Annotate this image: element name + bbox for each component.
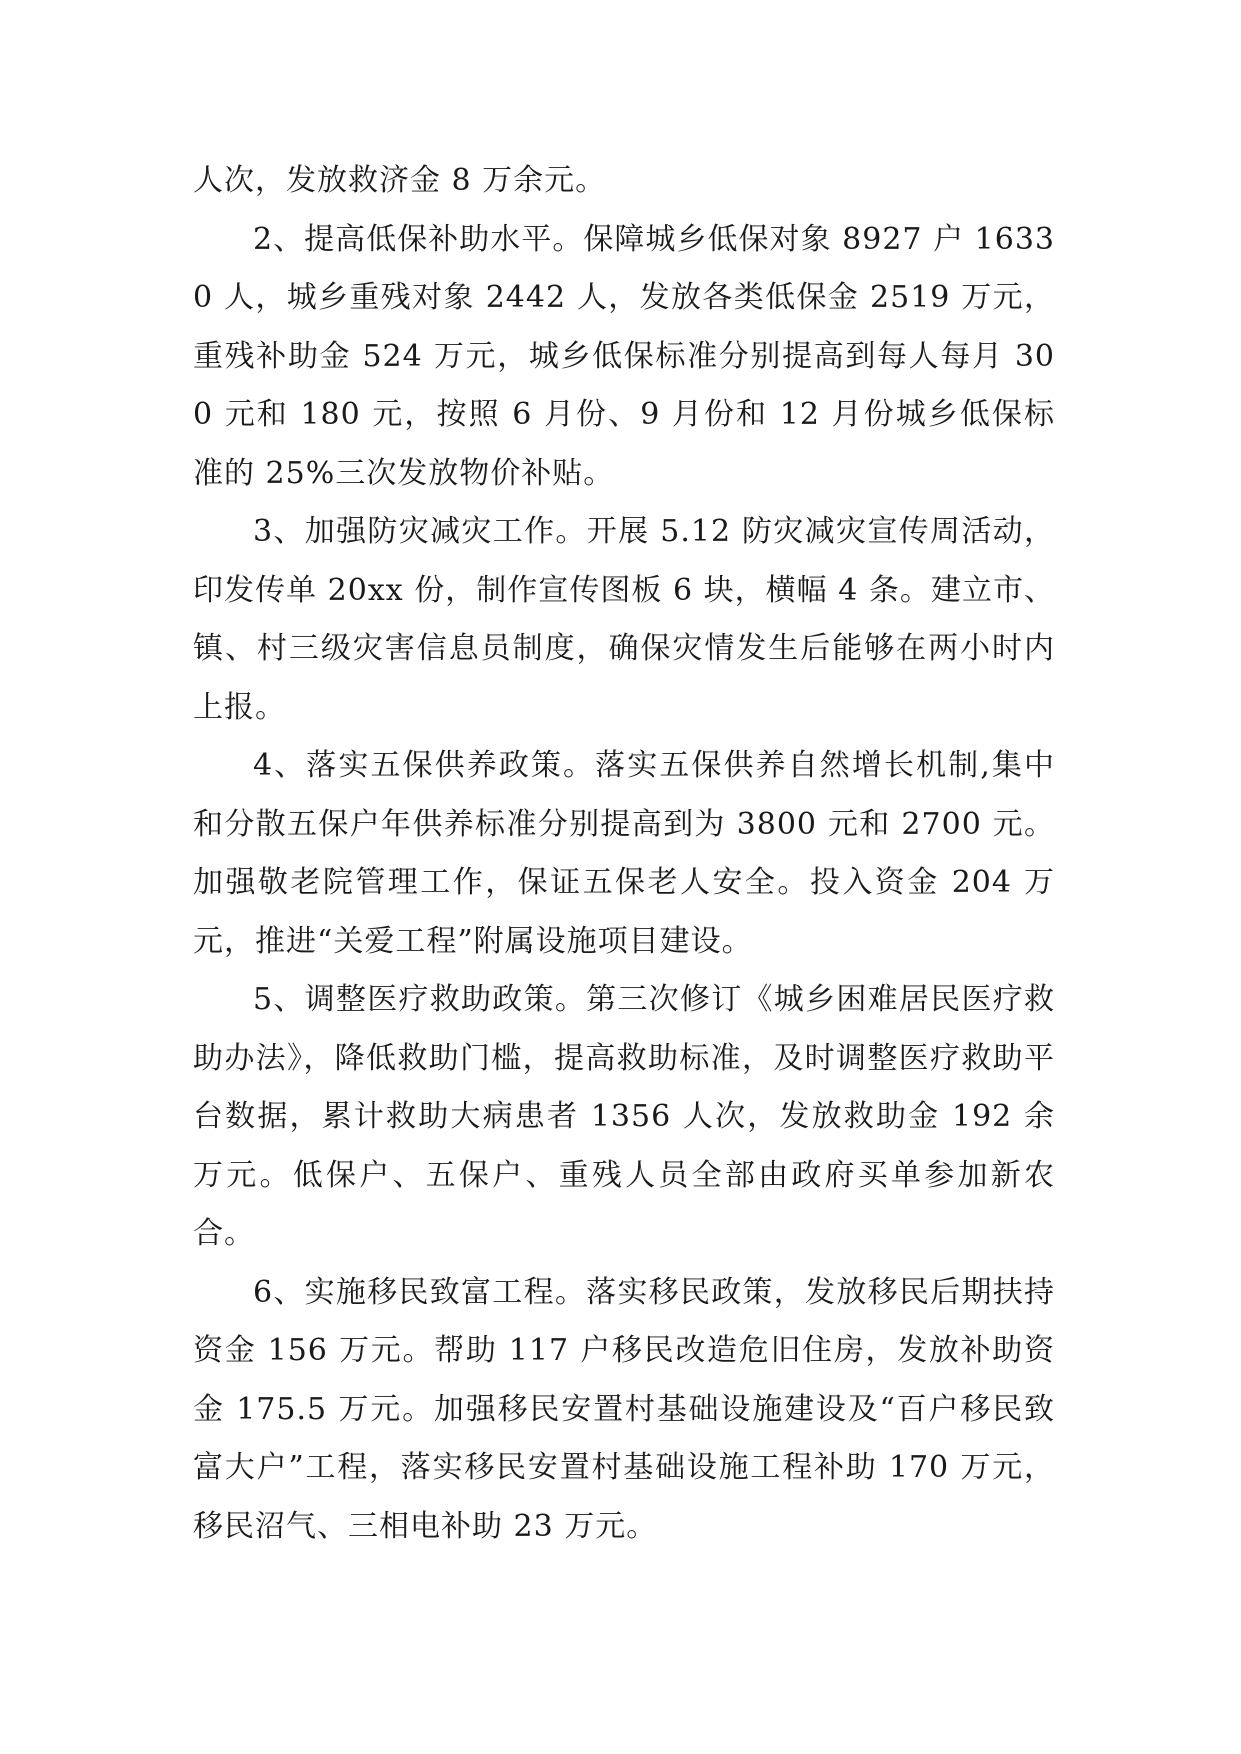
- document-body: [193, 152, 1055, 1556]
- paragraph-item-3: 3、加强防灾减灾工作。开展 5.12 防灾减灾宣传周活动，印发传单 20xx 份，制作宣传图板 6 块，横幅 4 条。建立市、镇、村三级灾害信息员制度，确保灾情发生后能够在两小时内上报。: [193, 514, 1055, 725]
- paragraph-item-4: 4、落实五保供养政策。落实五保供养自然增长机制,集中和分散五保户年供养标准分别提高到为 3800 元和 2700 元。加强敬老院管理工作，保证五保老人安全。投入资金 204 万元，推进“关爱工程”附属设施项目建设。: [193, 748, 1055, 959]
- paragraph-item-6: 6、实施移民致富工程。落实移民政策，发放移民后期扶持资金 156 万元。帮助 117 户移民改造危旧住房，发放补助资金 175.5 万元。加强移民安置村基础设施建设及“百户移民致富大户”工程，落实移民安置村基础设施工程补助 170 万元，移民沼气、三相电补助 23 万元。: [193, 1274, 1055, 1544]
- paragraph-item-5: 5、调整医疗救助政策。第三次修订《城乡困难居民医疗救助办法》，降低救助门槛，提高救助标准，及时调整医疗救助平台数据，累计救助大病患者 1356 人次，发放救助金 192 余万元。低保户、五保户、重残人员全部由政府买单参加新农合。: [193, 982, 1055, 1251]
- paragraph-continuation: 人次，发放救济金 8 万余元。: [193, 163, 607, 198]
- paragraph-item-2: 2、提高低保补助水平。保障城乡低保对象 8927 户 16330 人，城乡重残对象 2442 人，发放各类低保金 2519 万元，重残补助金 524 万元，城乡低保标准分别提高到每人每月 300 元和 180 元，按照 6 月份、9 月份和 12 月份城乡低保标准的 25%三次发放物价补贴。: [193, 221, 1055, 491]
